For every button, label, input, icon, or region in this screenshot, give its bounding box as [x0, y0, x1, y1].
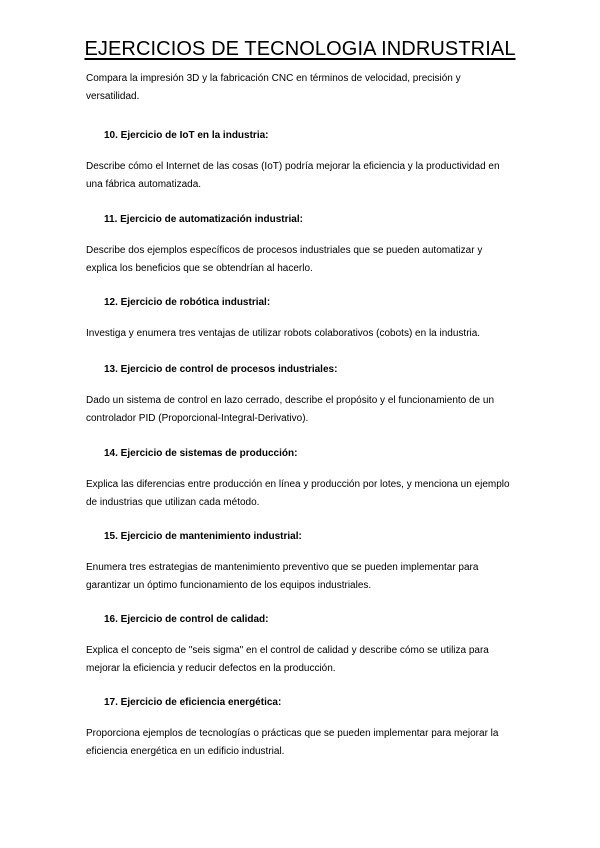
exercise-heading: 17. Ejercicio de eficiencia energética:: [104, 697, 282, 708]
exercise-body: Dado un sistema de control en lazo cerrado, describe el propósito y el funcionamiento de un controlador PID (Proporcional-Integral-Derivativo).: [86, 395, 495, 424]
exercise-heading: 12. Ejercicio de robótica industrial:: [104, 297, 271, 308]
exercise-body: Describe dos ejemplos específicos de procesos industriales que se pueden automatizar y explica los beneficios que se obtendrían al hacerlo.: [86, 245, 483, 274]
exercise-heading: 13. Ejercicio de control de procesos industriales:: [104, 364, 338, 375]
intro-text: Compara la impresión 3D y la fabricación CNC en términos de velocidad, precisión y versatilidad.: [86, 73, 461, 102]
page-title: EJERCICIOS DE TECNOLOGIA INDRUSTRIAL: [84, 38, 516, 60]
exercise-body: Describe cómo el Internet de las cosas (IoT) podría mejorar la eficiencia y la productividad en una fábrica automatizada.: [86, 161, 500, 190]
exercise-body: Enumera tres estrategias de mantenimiento preventivo que se pueden implementar para garantizar un óptimo funcionamiento de los equipos industriales.: [86, 562, 479, 591]
exercise-heading: 15. Ejercicio de mantenimiento industrial:: [104, 531, 302, 542]
exercise-body: Proporciona ejemplos de tecnologías o prácticas que se pueden implementar para mejorar la eficiencia energética en un edificio industrial.: [86, 728, 499, 757]
exercise-heading: 10. Ejercicio de IoT en la industria:: [104, 130, 269, 141]
exercise-body: Explica las diferencias entre producción en línea y producción por lotes, y menciona un ejemplo de industrias que utilizan cada método.: [86, 479, 510, 508]
exercise-heading: 14. Ejercicio de sistemas de producción:: [104, 448, 298, 459]
exercise-heading: 16. Ejercicio de control de calidad:: [104, 614, 269, 625]
exercise-heading: 11. Ejercicio de automatización industrial:: [104, 214, 303, 225]
exercise-body: Explica el concepto de "seis sigma" en el control de calidad y describe cómo se utiliza para mejorar la eficiencia y reducir defectos en la producción.: [86, 645, 489, 674]
exercise-body: Investiga y enumera tres ventajas de utilizar robots colaborativos (cobots) en la industria.: [86, 328, 481, 339]
